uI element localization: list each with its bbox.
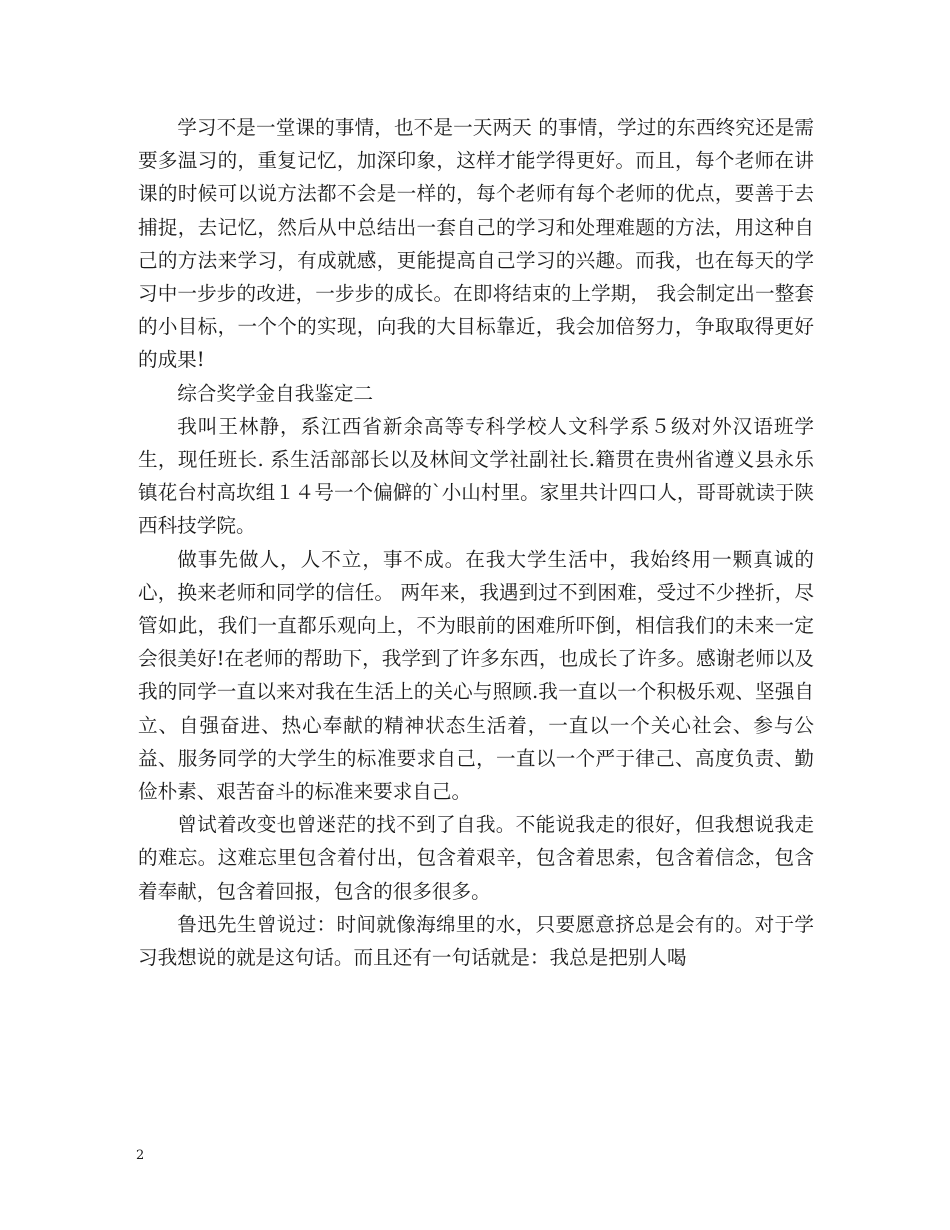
paragraph-study-habits: 学习不是一堂课的事情，也不是一天两天 的事情，学过的东西终究还是需要多温习的，重复记忆，加深印象，这样才能学得更好。而且，每个老师在讲课的时候可以说方法都不会是一样的，每个老师有每个老师的优点，要善于去捕捉，去记忆，然后从中总结出一套自己的学习和处理难题的方法，用这种自己的方法来学习，有成就感，更能提高自己学习的兴趣。而我，也在每天的学习中一步步的改进，一步步的成长。在即将结束的上学期， 我会制定出一整套的小目标，一个个的实现，向我的大目标靠近，我会加倍努力，争取取得更好的成果!	[138, 116, 814, 372]
paragraph-self-introduction: 我叫王林静，系江西省新余高等专科学校人文科学系５级对外汉语班学生，现任班长. 系生活部部长以及林间文学社副社长.籍贯在贵州省遵义县永乐镇花台村高坎组１４号一个偏僻的`小山村里。家里共计四口人，哥哥就读于陕西科技学院。	[138, 414, 814, 538]
document-body	[138, 111, 814, 974]
page-number: 2	[136, 1148, 145, 1163]
paragraph-character: 做事先做人，人不立，事不成。在我大学生活中，我始终用一颗真诚的心，换来老师和同学的信任。 两年来，我遇到过不到困难，受过不少挫折，尽管如此，我们一直都乐观向上，不为眼前的困难所吓倒，相信我们的未来一定会很美好!在老师的帮助下，我学到了许多东西，也成长了许多。感谢老师以及我的同学一直以来对我在生活上的关心与照顾.我一直以一个积极乐观、坚强自立、自强奋进、热心奉献的精神状态生活着，一直以一个关心社会、参与公益、服务同学的大学生的标准要求自己，一直以一个严于律己、高度负责、勤俭朴素、艰苦奋斗的标准来要求自己。	[138, 547, 814, 804]
paragraph-reflection: 曾试着改变也曾迷茫的找不到了自我。不能说我走的很好，但我想说我走的难忘。这难忘里包含着付出，包含着艰辛，包含着思索，包含着信念，包含着奉献，包含着回报，包含的很多很多。	[138, 813, 814, 903]
paragraph-lu-xun-quote: 鲁迅先生曾说过：时间就像海绵里的水，只要愿意挤总是会有的。对于学习我想说的就是这句话。而且还有一句话就是：我总是把别人喝	[138, 912, 814, 970]
section-heading: 综合奖学金自我鉴定二	[177, 381, 374, 405]
